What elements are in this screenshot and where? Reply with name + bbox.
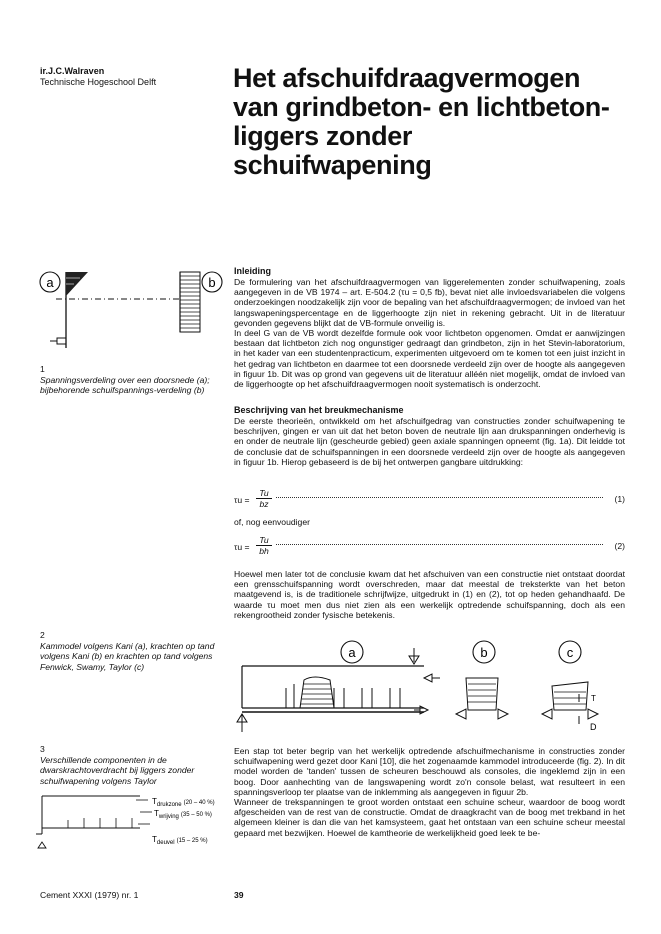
title-line-1: Het afschuifdraagvermogen xyxy=(233,63,581,93)
section-inleiding xyxy=(234,266,625,389)
section-breukmechanisme-cont xyxy=(234,569,625,620)
author-name: ir.J.C.Walraven xyxy=(40,66,105,76)
figure-3-caption xyxy=(40,744,230,786)
section-heading-inleiding: Inleiding xyxy=(234,266,271,276)
figure-1-diagram xyxy=(36,266,226,358)
eq1-numerator: Tu xyxy=(256,488,272,499)
fig2-beam xyxy=(242,666,424,712)
title-line-3: liggers zonder xyxy=(233,121,412,151)
title-line-4: schuifwapening xyxy=(233,150,432,180)
fig3-cracks xyxy=(68,818,132,828)
fig3-label-wrijving: $T_{wrijving}$ $^{(35 - 50 \%)}$ xyxy=(154,809,212,820)
fig3-label-deuvel: $T_{deuvel}$ $^{(15 - 25 \%)}$ xyxy=(152,835,208,846)
fig3-arrows xyxy=(136,800,152,824)
fig3-support xyxy=(38,842,46,848)
fig2-support-arrow xyxy=(237,714,247,732)
eq1-denominator: bz xyxy=(259,499,269,509)
paragraph: De formulering van het afschuifdraagvermogen van liggerelementen zonder schuifwapening, zoals aangegeven in de VB 1974 – art. E-504.2 (τu = 0,5 fb), bevat niet alle invloedsvariabelen die volgens onderzoekingen noodzakelijk zijn voor de bepaling van het afschuifdraagvermogen; de invloed van het langswapeningspercentage en de liggerhoogte zijn niet in rekening gebracht. Uit in de literatuur gevonden gegevens blijkt dat de VB-formule onveilig is. xyxy=(234,277,625,328)
figure-3-caption-text: Verschillende componenten in de dwarskrachtoverdracht bij liggers zonder schuifwapening volgens Taylor xyxy=(40,754,195,786)
fig1-label-b: b xyxy=(208,275,216,290)
equation-2 xyxy=(234,535,625,559)
figure-2-caption-text: Kammodel volgens Kani (a), krachten op tand volgens Kani (b) en krachten op tand volgens Fenwick, Swamy, Taylor (c) xyxy=(40,640,215,672)
paragraph: De eerste theorieën, ontwikkeld om het afschuifgedrag van constructies zonder schuifwapening te beschrijven, gingen er van uit dat het beton boven de neutrale lijn aan drukspanningen onderhevig is en onder de neutrale lijn (gescheurde gebied) geen axiale spanningen opneemt (fig. 1a). Dit leidde tot de conclusie dat de schuifspanningen in een doorsnede verdeeld zijn over de hoogte als aangegeven in figuur 1b. Hierop gebaseerd is de bij het ontwerpen gangbare uitdrukking: xyxy=(234,416,625,467)
fig2-label-a: a xyxy=(348,645,356,660)
eq2-denominator: bh xyxy=(259,546,269,556)
fig2-label-t: T xyxy=(591,694,596,703)
paragraph: Hoewel men later tot de conclusie kwam dat het afschuiven van een constructie niet ontstaat doordat een grensschuifspanning wordt overschreden, maar dat meestal de treksterkte van het beton maatgevend is, is de traditionele schrijfwijze, uitgedrukt in (1) en (2), tot op heden gehandhaafd. De waarde τu moet men dus niet zien als een werkelijk optredende schuifspanning, doch als een rekengrootheid zonder fysische betekenis. xyxy=(234,569,625,620)
section-breukmechanisme xyxy=(234,405,625,467)
section-heading-breukmechanisme: Beschrijving van het breukmechanisme xyxy=(234,405,404,415)
eq2-number: (2) xyxy=(614,541,625,551)
article-title xyxy=(233,64,633,180)
figure-1-number: 1 xyxy=(40,364,45,374)
paragraph: Wanneer de trekspanningen te groot worden ontstaat een schuine scheur, waardoor de boog wordt afgescheiden van de rest van de constructie. Omdat de draagkracht van de boog met trekband in het algemeen kleiner is dan die van het kamsysteem, gaat het ontstaan van een schuine scheur meestal gepaard met bezwijken. Hoewel de kamtheorie de werkelijkheid goed leek te be- xyxy=(234,797,625,838)
paragraph: Een stap tot beter begrip van het werkelijk optredende afschuifmechanisme in constructies zonder schuifwapening werd gezet door Kani [10], die het zogenaamde kammodel introduceerde (fig. 2). In dit model worden de 'tanden' tussen de scheuren beschouwd als consoles, die ingeklemd zijn in een boog. Door aanhechting van de langswapening wordt zo'n console belast, wat resulteert in een spanningsverloop ter plaatse van de inklemming als aangegeven in figuur 2b. xyxy=(234,746,625,797)
figure-3-number: 3 xyxy=(40,744,45,754)
eq1-leader-dots xyxy=(276,497,603,498)
figure-2-diagram xyxy=(234,636,634,736)
fig1-shear-distribution xyxy=(180,272,200,332)
eq2-fraction xyxy=(256,535,272,556)
fig2-load-arrow xyxy=(409,648,440,714)
eq1-number: (1) xyxy=(614,494,625,504)
or-line: of, nog eenvoudiger xyxy=(234,517,310,527)
title-line-2: van grindbeton- en lichtbeton- xyxy=(233,92,610,122)
eq2-lhs: τu = xyxy=(234,542,250,552)
fig2-label-c: c xyxy=(566,645,574,660)
author-block xyxy=(40,66,156,88)
author-affiliation: Technische Hogeschool Delft xyxy=(40,77,157,87)
fig3-beam xyxy=(36,796,140,834)
fig2-label-b: b xyxy=(480,645,488,660)
eq2-numerator: Tu xyxy=(256,535,272,546)
journal-reference: Cement XXXI (1979) nr. 1 xyxy=(40,890,139,900)
fig1-reinforcement xyxy=(57,338,66,344)
eq1-lhs: τu = xyxy=(234,495,250,505)
fig2-fst-tooth xyxy=(542,682,598,724)
fig2-kani-tooth xyxy=(456,678,508,719)
equation-1 xyxy=(234,488,625,512)
figure-3-diagram xyxy=(32,790,232,850)
figure-1-caption xyxy=(40,364,230,396)
figure-1-caption-text: Spanningsverdeling over een doorsnede (a); bijbehorende schuifspannings-verdeling (b) xyxy=(40,374,210,395)
page-number: 39 xyxy=(234,890,244,900)
figure-2-caption xyxy=(40,630,230,672)
fig3-label-drukzone: $T_{drukzone}$ $^{(20 - 40 \%)}$ xyxy=(152,797,215,808)
eq2-leader-dots xyxy=(276,544,603,545)
eq1-fraction xyxy=(256,488,272,509)
paragraph: In deel G van de VB wordt dezelfde formule ook voor lichtbeton opgenomen. Omdat er aanwijzingen bestaan dat lichtbeton zich nog ongunstiger gedraagt dan grindbeton, zijn in het Stevin-laboratorium, in het kader van een studentenpracticum, experimenten uitgevoerd om te komen tot een juist inzicht in het gedrag van lichtbeton en daarmee tot een doorsnede verdeeld zijn over de hoogte als aangegeven in figuur 1b. Dit was op grond van gegevens uit de literatuur alléén niet mogelijk, omdat de invloed van de liggerhoogte op het afschuifdraagvermogen nooit systematisch is onderzocht. xyxy=(234,328,625,390)
fig1-label-a: a xyxy=(46,275,54,290)
fig2-highlighted-tooth xyxy=(300,677,334,708)
figure-2-number: 2 xyxy=(40,630,45,640)
fig2-label-d: D xyxy=(590,722,597,732)
section-breukmechanisme-cont2 xyxy=(234,746,625,838)
